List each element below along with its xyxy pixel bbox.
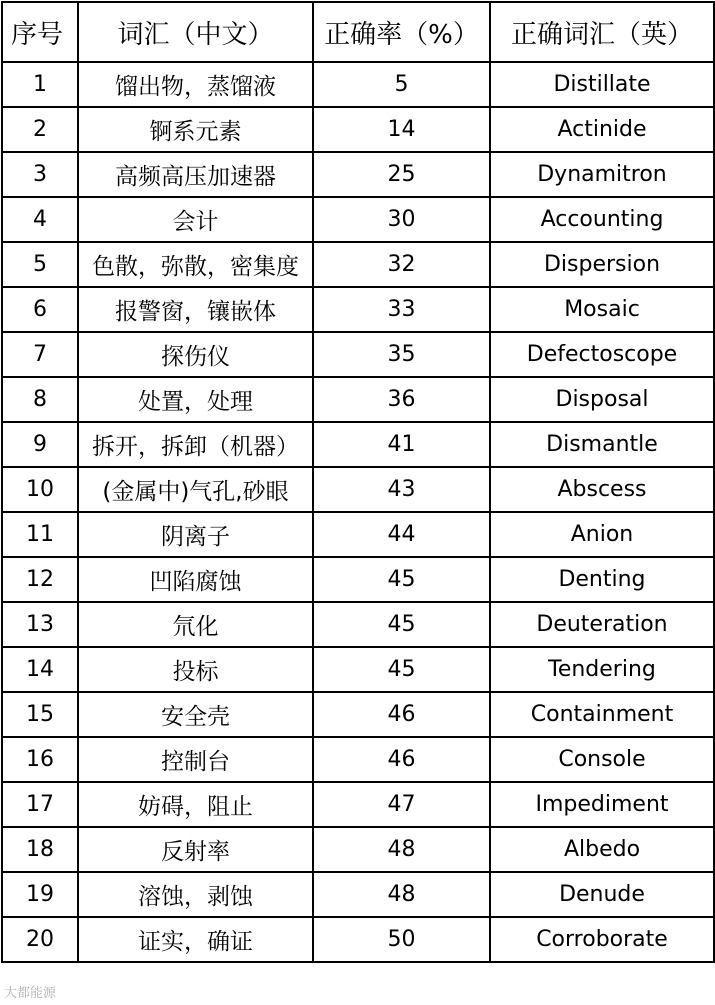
cell-accuracy: 33: [313, 287, 490, 332]
cell-chinese-term: 投标: [78, 647, 313, 692]
cell-index: 13: [2, 602, 78, 647]
cell-index: 18: [2, 827, 78, 872]
cell-english-term: Denude: [490, 872, 714, 917]
cell-english-term: Dispersion: [490, 242, 714, 287]
cell-chinese-term: 色散，弥散，密集度: [78, 242, 313, 287]
cell-english-term: Distillate: [490, 62, 714, 107]
table-row: [2, 827, 714, 872]
cell-accuracy: 44: [313, 512, 490, 557]
cell-accuracy: 36: [313, 377, 490, 422]
table-row: [2, 692, 714, 737]
cell-english-term: Actinide: [490, 107, 714, 152]
cell-index: 1: [2, 62, 78, 107]
table-row: [2, 647, 714, 692]
cell-chinese-term: 控制台: [78, 737, 313, 782]
cell-chinese-term: 探伤仪: [78, 332, 313, 377]
cell-chinese-term: 锕系元素: [78, 107, 313, 152]
cell-index: 19: [2, 872, 78, 917]
cell-english-term: Disposal: [490, 377, 714, 422]
cell-english-term: Dynamitron: [490, 152, 714, 197]
cell-accuracy: 46: [313, 737, 490, 782]
cell-index: 20: [2, 917, 78, 962]
table-row: [2, 917, 714, 962]
header-accuracy: 正确率（%）: [313, 2, 490, 62]
cell-english-term: Accounting: [490, 197, 714, 242]
cell-accuracy: 43: [313, 467, 490, 512]
watermark: 大都能源: [4, 986, 57, 1001]
cell-chinese-term: 氘化: [78, 602, 313, 647]
cell-index: 16: [2, 737, 78, 782]
cell-chinese-term: 溶蚀，剥蚀: [78, 872, 313, 917]
cell-accuracy: 45: [313, 557, 490, 602]
header-index: 序号: [2, 2, 78, 62]
cell-index: 9: [2, 422, 78, 467]
cell-accuracy: 25: [313, 152, 490, 197]
cell-chinese-term: 证实，确证: [78, 917, 313, 962]
table-row: [2, 152, 714, 197]
cell-index: 3: [2, 152, 78, 197]
cell-index: 8: [2, 377, 78, 422]
table-row: [2, 557, 714, 602]
table-row: [2, 737, 714, 782]
cell-chinese-term: 处置，处理: [78, 377, 313, 422]
cell-english-term: Albedo: [490, 827, 714, 872]
cell-english-term: Containment: [490, 692, 714, 737]
cell-index: 11: [2, 512, 78, 557]
cell-chinese-term: 反射率: [78, 827, 313, 872]
cell-english-term: Dismantle: [490, 422, 714, 467]
table-row: [2, 332, 714, 377]
cell-english-term: Anion: [490, 512, 714, 557]
table-body: [2, 62, 714, 962]
table-header-row: [2, 2, 714, 62]
cell-english-term: Abscess: [490, 467, 714, 512]
table-row: [2, 197, 714, 242]
cell-accuracy: 30: [313, 197, 490, 242]
cell-english-term: Console: [490, 737, 714, 782]
cell-chinese-term: 馏出物，蒸馏液: [78, 62, 313, 107]
vocabulary-table: [1, 1, 715, 963]
cell-english-term: Impediment: [490, 782, 714, 827]
cell-english-term: Denting: [490, 557, 714, 602]
cell-chinese-term: 会计: [78, 197, 313, 242]
cell-english-term: Defectoscope: [490, 332, 714, 377]
table-row: [2, 107, 714, 152]
cell-accuracy: 5: [313, 62, 490, 107]
table-row: [2, 62, 714, 107]
table-row: [2, 782, 714, 827]
table-row: [2, 287, 714, 332]
cell-index: 2: [2, 107, 78, 152]
table-row: [2, 242, 714, 287]
header-chinese-term: 词汇（中文）: [78, 2, 313, 62]
cell-index: 10: [2, 467, 78, 512]
table-row: [2, 467, 714, 512]
cell-chinese-term: 高频高压加速器: [78, 152, 313, 197]
cell-accuracy: 32: [313, 242, 490, 287]
cell-accuracy: 46: [313, 692, 490, 737]
cell-chinese-term: 阴离子: [78, 512, 313, 557]
cell-index: 4: [2, 197, 78, 242]
cell-english-term: Corroborate: [490, 917, 714, 962]
cell-chinese-term: 拆开，拆卸（机器）: [78, 422, 313, 467]
cell-chinese-term: (金属中)气孔,砂眼: [78, 467, 313, 512]
cell-accuracy: 14: [313, 107, 490, 152]
table-row: [2, 377, 714, 422]
cell-accuracy: 48: [313, 872, 490, 917]
cell-accuracy: 41: [313, 422, 490, 467]
cell-index: 7: [2, 332, 78, 377]
table-row: [2, 872, 714, 917]
cell-english-term: Mosaic: [490, 287, 714, 332]
cell-index: 17: [2, 782, 78, 827]
cell-index: 5: [2, 242, 78, 287]
cell-accuracy: 45: [313, 647, 490, 692]
cell-index: 15: [2, 692, 78, 737]
cell-accuracy: 48: [313, 827, 490, 872]
cell-accuracy: 35: [313, 332, 490, 377]
cell-chinese-term: 妨碍，阻止: [78, 782, 313, 827]
cell-index: 12: [2, 557, 78, 602]
cell-accuracy: 50: [313, 917, 490, 962]
cell-chinese-term: 报警窗，镶嵌体: [78, 287, 313, 332]
cell-chinese-term: 安全壳: [78, 692, 313, 737]
table-row: [2, 512, 714, 557]
table-row: [2, 602, 714, 647]
cell-english-term: Tendering: [490, 647, 714, 692]
cell-index: 14: [2, 647, 78, 692]
cell-accuracy: 45: [313, 602, 490, 647]
cell-accuracy: 47: [313, 782, 490, 827]
cell-english-term: Deuteration: [490, 602, 714, 647]
table-row: [2, 422, 714, 467]
header-english-term: 正确词汇（英）: [490, 2, 714, 62]
cell-index: 6: [2, 287, 78, 332]
cell-chinese-term: 凹陷腐蚀: [78, 557, 313, 602]
